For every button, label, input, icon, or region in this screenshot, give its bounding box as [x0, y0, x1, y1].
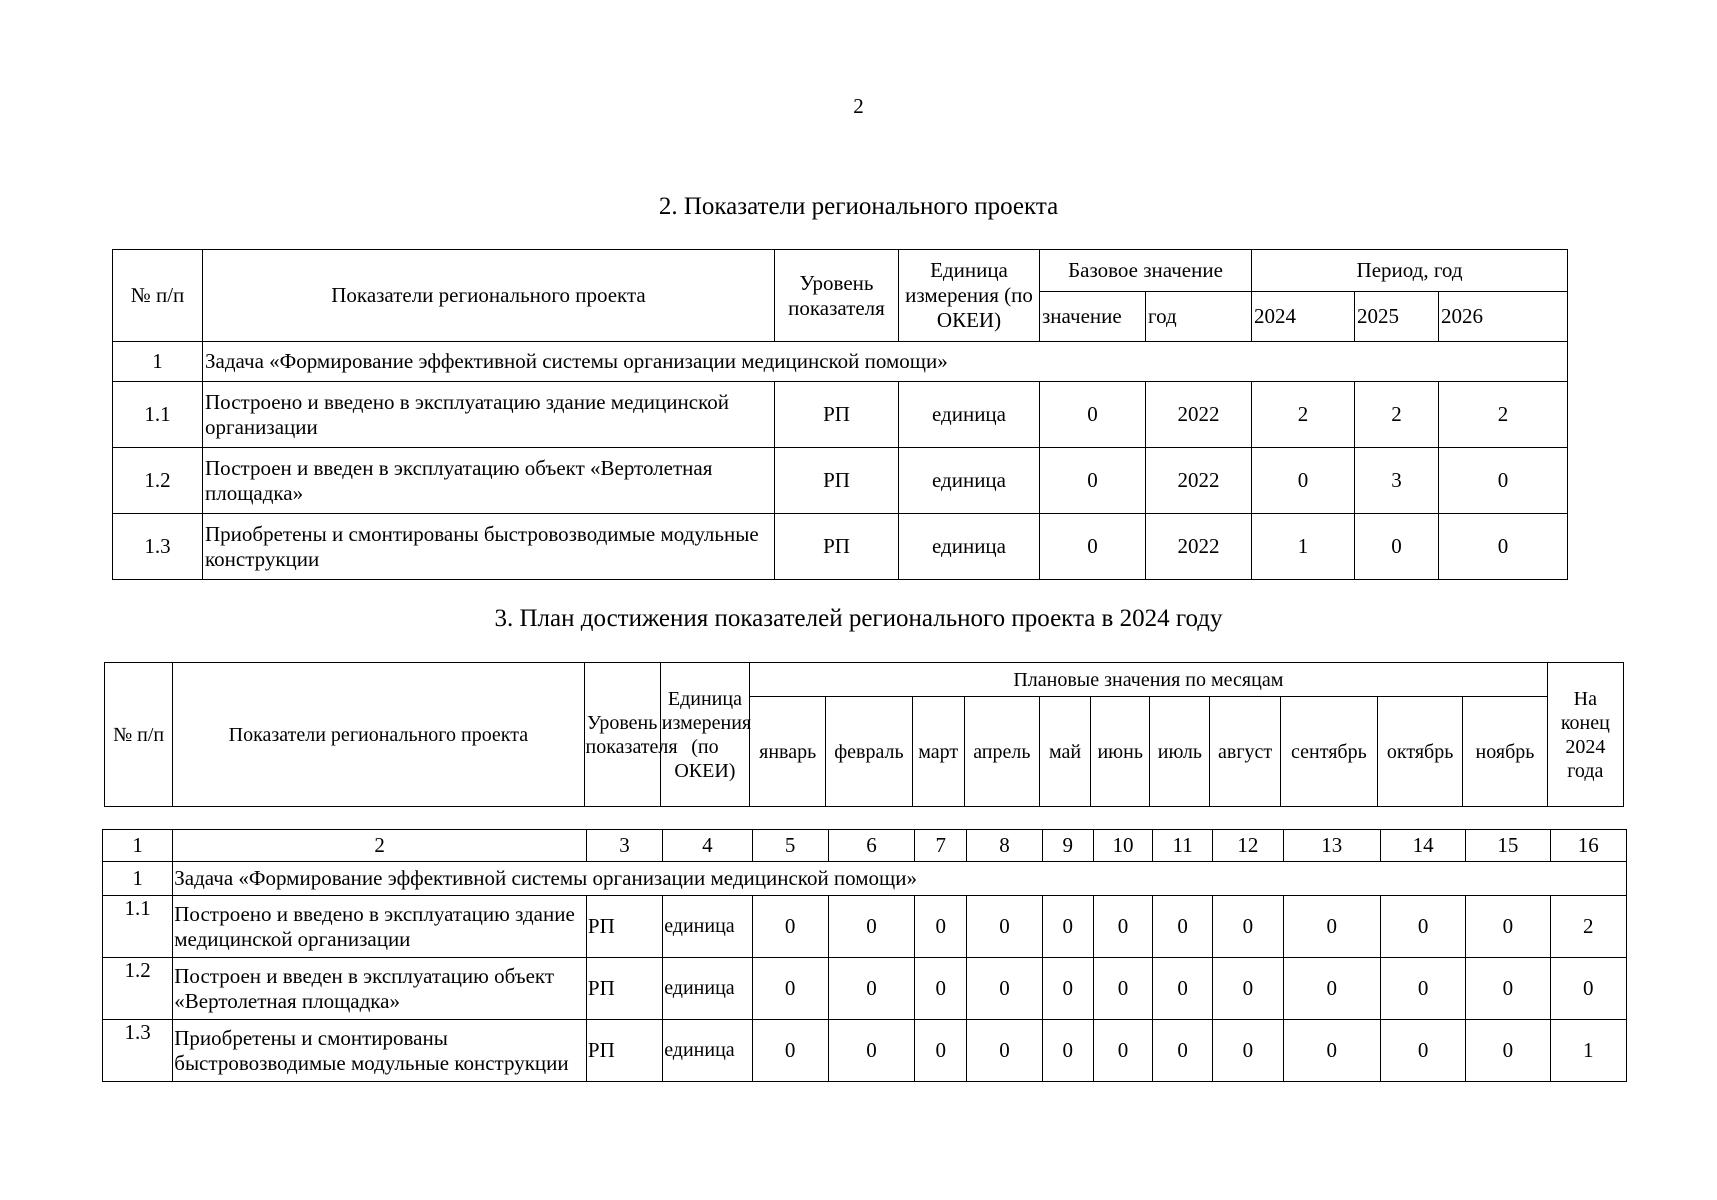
column-number: 11	[1153, 830, 1213, 862]
header-unit: Единица измерения (по ОКЕИ)	[899, 250, 1040, 342]
row-indicator: Построен и введен в эксплуатацию объект «Вертолетная площадка»	[203, 448, 775, 514]
header-monthly: Плановые значения по месяцам	[750, 663, 1548, 697]
column-number: 6	[828, 830, 914, 862]
row-indicator: Построено и введено в эксплуатацию здание медицинской организации	[173, 896, 587, 958]
row-month-value: 0	[1213, 958, 1283, 1020]
row-base-year: 2022	[1146, 382, 1252, 448]
row-num: 1.2	[103, 958, 173, 1020]
column-number: 4	[663, 830, 752, 862]
row-num: 1.2	[113, 448, 203, 514]
header-end: На конец 2024 года	[1547, 663, 1623, 807]
row-unit: единица	[663, 896, 752, 958]
row-base-value: 0	[1040, 448, 1146, 514]
page-number: 2	[853, 94, 864, 118]
column-number: 15	[1466, 830, 1550, 862]
table-row	[103, 1020, 1627, 1082]
row-end-value: 2	[1550, 896, 1626, 958]
row-month-value: 0	[1093, 958, 1152, 1020]
row-2025: 2	[1355, 382, 1439, 448]
row-month-value: 0	[1093, 896, 1152, 958]
row-end-value: 1	[1550, 1020, 1626, 1082]
row-indicator: Приобретены и смонтированы быстровозводимые модульные конструкции	[203, 514, 775, 580]
task-row	[113, 342, 1568, 382]
row-month-value: 0	[1380, 1020, 1465, 1082]
row-end-value: 0	[1550, 958, 1626, 1020]
table-row	[103, 958, 1627, 1020]
row-unit: единица	[899, 448, 1040, 514]
row-base-year: 2022	[1146, 448, 1252, 514]
row-unit: единица	[899, 514, 1040, 580]
row-month-value: 0	[1213, 896, 1283, 958]
row-month-value: 0	[752, 896, 828, 958]
row-month-value: 0	[967, 896, 1042, 958]
row-indicator: Построен и введен в эксплуатацию объект «Вертолетная площадка»	[173, 958, 587, 1020]
header-base-value: значение	[1040, 292, 1146, 342]
row-month-value: 0	[828, 1020, 914, 1082]
header-month-jan: январь	[750, 697, 826, 807]
row-month-value: 0	[967, 1020, 1042, 1082]
column-number: 14	[1380, 830, 1465, 862]
section-2-title: 2. Показатели регионального проекта	[658, 193, 1059, 220]
row-month-value: 0	[915, 1020, 967, 1082]
task-row	[103, 862, 1627, 896]
row-month-value: 0	[915, 896, 967, 958]
header-month-feb: февраль	[826, 697, 912, 807]
row-2026: 0	[1439, 448, 1568, 514]
row-month-value: 0	[1466, 1020, 1550, 1082]
row-month-value: 0	[752, 958, 828, 1020]
header-year-2024: 2024	[1252, 292, 1355, 342]
row-2026: 0	[1439, 514, 1568, 580]
column-number: 13	[1283, 830, 1380, 862]
row-month-value: 0	[828, 896, 914, 958]
header-month-jun: июнь	[1091, 697, 1150, 807]
row-level: РП	[586, 958, 662, 1020]
header-month-apr: апрель	[964, 697, 1039, 807]
header-month-aug: август	[1210, 697, 1280, 807]
row-month-value: 0	[1153, 896, 1213, 958]
header-month-mar: март	[912, 697, 964, 807]
row-month-value: 0	[828, 958, 914, 1020]
row-month-value: 0	[1466, 958, 1550, 1020]
task-num: 1	[103, 862, 173, 896]
row-base-value: 0	[1040, 382, 1146, 448]
row-2026: 2	[1439, 382, 1568, 448]
column-number: 1	[103, 830, 173, 862]
row-base-value: 0	[1040, 514, 1146, 580]
header-unit: Единица измерения (по ОКЕИ)	[660, 663, 749, 807]
row-unit: единица	[899, 382, 1040, 448]
header-period: Период, год	[1252, 250, 1568, 292]
row-month-value: 0	[1283, 958, 1380, 1020]
row-2025: 0	[1355, 514, 1439, 580]
row-level: РП	[775, 382, 899, 448]
row-num: 1.3	[103, 1020, 173, 1082]
header-num: № п/п	[113, 250, 203, 342]
row-month-value: 0	[1042, 896, 1093, 958]
task-num: 1	[113, 342, 203, 382]
table-row	[113, 514, 1568, 580]
row-level: РП	[775, 514, 899, 580]
row-2025: 3	[1355, 448, 1439, 514]
row-month-value: 0	[915, 958, 967, 1020]
row-indicator: Приобретены и смонтированы быстровозводимые модульные конструкции	[173, 1020, 587, 1082]
table-row	[113, 382, 1568, 448]
row-month-value: 0	[1093, 1020, 1152, 1082]
row-2024: 0	[1252, 448, 1355, 514]
header-indicator: Показатели регионального проекта	[173, 663, 584, 807]
row-month-value: 0	[1213, 1020, 1283, 1082]
row-month-value: 0	[1380, 896, 1465, 958]
column-number: 5	[752, 830, 828, 862]
row-month-value: 0	[1153, 1020, 1213, 1082]
header-month-nov: ноябрь	[1463, 697, 1547, 807]
row-month-value: 0	[1283, 896, 1380, 958]
column-number: 3	[586, 830, 662, 862]
column-number: 16	[1550, 830, 1626, 862]
header-num: № п/п	[105, 663, 173, 807]
row-2024: 1	[1252, 514, 1355, 580]
column-number: 7	[915, 830, 967, 862]
row-level: РП	[775, 448, 899, 514]
header-level: Уровень показателя	[775, 250, 899, 342]
column-numbers-row	[103, 830, 1627, 862]
column-number: 2	[173, 830, 587, 862]
row-month-value: 0	[1380, 958, 1465, 1020]
column-number: 9	[1042, 830, 1093, 862]
row-2024: 2	[1252, 382, 1355, 448]
header-year-2025: 2025	[1355, 292, 1439, 342]
row-month-value: 0	[1042, 1020, 1093, 1082]
header-indicator: Показатели регионального проекта	[203, 250, 775, 342]
header-month-sep: сентябрь	[1280, 697, 1377, 807]
header-year-2026: 2026	[1439, 292, 1568, 342]
indicators-table	[112, 249, 1568, 580]
plan-table	[102, 829, 1627, 1082]
row-month-value: 0	[1283, 1020, 1380, 1082]
header-level: Уровень показателя	[584, 663, 660, 807]
task-text: Задача «Формирование эффективной системы организации медицинской помощи»	[173, 862, 1627, 896]
row-num: 1.1	[103, 896, 173, 958]
row-base-year: 2022	[1146, 514, 1252, 580]
row-level: РП	[586, 896, 662, 958]
column-number: 8	[967, 830, 1042, 862]
row-month-value: 0	[1153, 958, 1213, 1020]
row-month-value: 0	[1042, 958, 1093, 1020]
table-row	[103, 896, 1627, 958]
header-month-may: май	[1039, 697, 1090, 807]
section-3-title: 3. План достижения показателей регионального проекта в 2024 году	[494, 605, 1223, 632]
header-base: Базовое значение	[1040, 250, 1252, 292]
row-month-value: 0	[967, 958, 1042, 1020]
table-row	[113, 448, 1568, 514]
row-level: РП	[586, 1020, 662, 1082]
column-number: 12	[1213, 830, 1283, 862]
task-text: Задача «Формирование эффективной системы организации медицинской помощи»	[203, 342, 1568, 382]
plan-table-header	[104, 662, 1624, 807]
row-unit: единица	[663, 958, 752, 1020]
column-number: 10	[1093, 830, 1152, 862]
header-base-year: год	[1146, 292, 1252, 342]
row-month-value: 0	[1466, 896, 1550, 958]
row-unit: единица	[663, 1020, 752, 1082]
header-month-oct: октябрь	[1378, 697, 1463, 807]
header-month-jul: июль	[1150, 697, 1210, 807]
row-num: 1.1	[113, 382, 203, 448]
row-indicator: Построено и введено в эксплуатацию здание медицинской организации	[203, 382, 775, 448]
row-num: 1.3	[113, 514, 203, 580]
row-month-value: 0	[752, 1020, 828, 1082]
